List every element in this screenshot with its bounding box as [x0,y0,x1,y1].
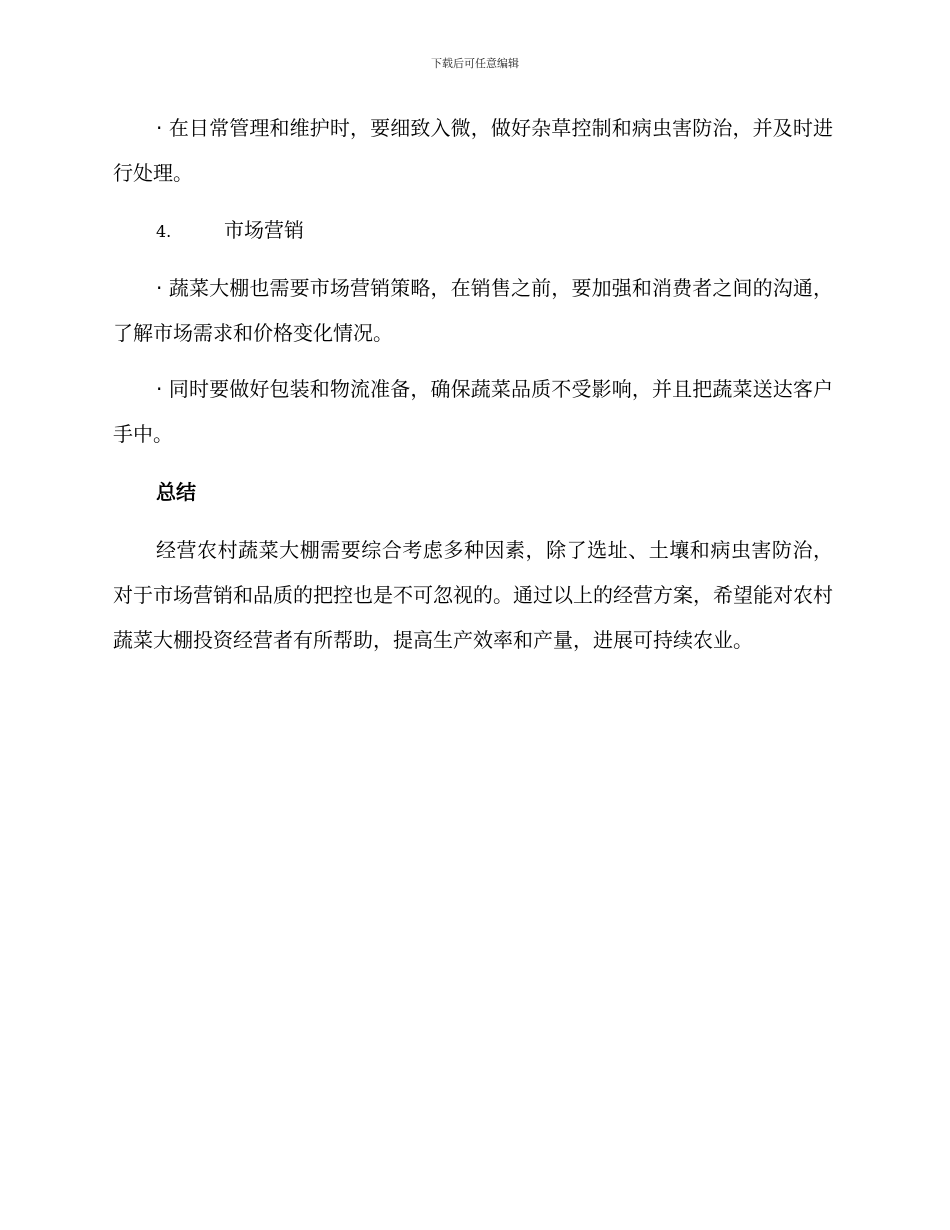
bullet-packaging: · 同时要做好包装和物流准备，确保蔬菜品质不受影响，并且把蔬菜送达客户手中。 [113,377,833,446]
summary-heading: 总结 [156,480,196,504]
bullet-maintenance: · 在日常管理和维护时，要细致入微，做好杂草控制和病虫害防治，并及时进行处理。 [113,116,833,185]
header-note: 下载后可任意编辑 [431,57,519,70]
section-number: 4. [156,222,172,241]
summary-paragraph: 经营农村蔬菜大棚需要综合考虑多种因素，除了选址、土壤和病虫害防治，对于市场营销和品质的把控也是不可忽视的。通过以上的经营方案，希望能对农村蔬菜大棚投资经营者有所帮助，提高生产效率和产量，进展可持续农业。 [113,538,833,652]
section-heading-marketing [113,208,876,254]
bullet-marketing: · 蔬菜大棚也需要市场营销策略，在销售之前，要加强和消费者之间的沟通，了解市场需求和价格变化情况。 [113,276,833,345]
section-title: 市场营销 [224,218,304,242]
